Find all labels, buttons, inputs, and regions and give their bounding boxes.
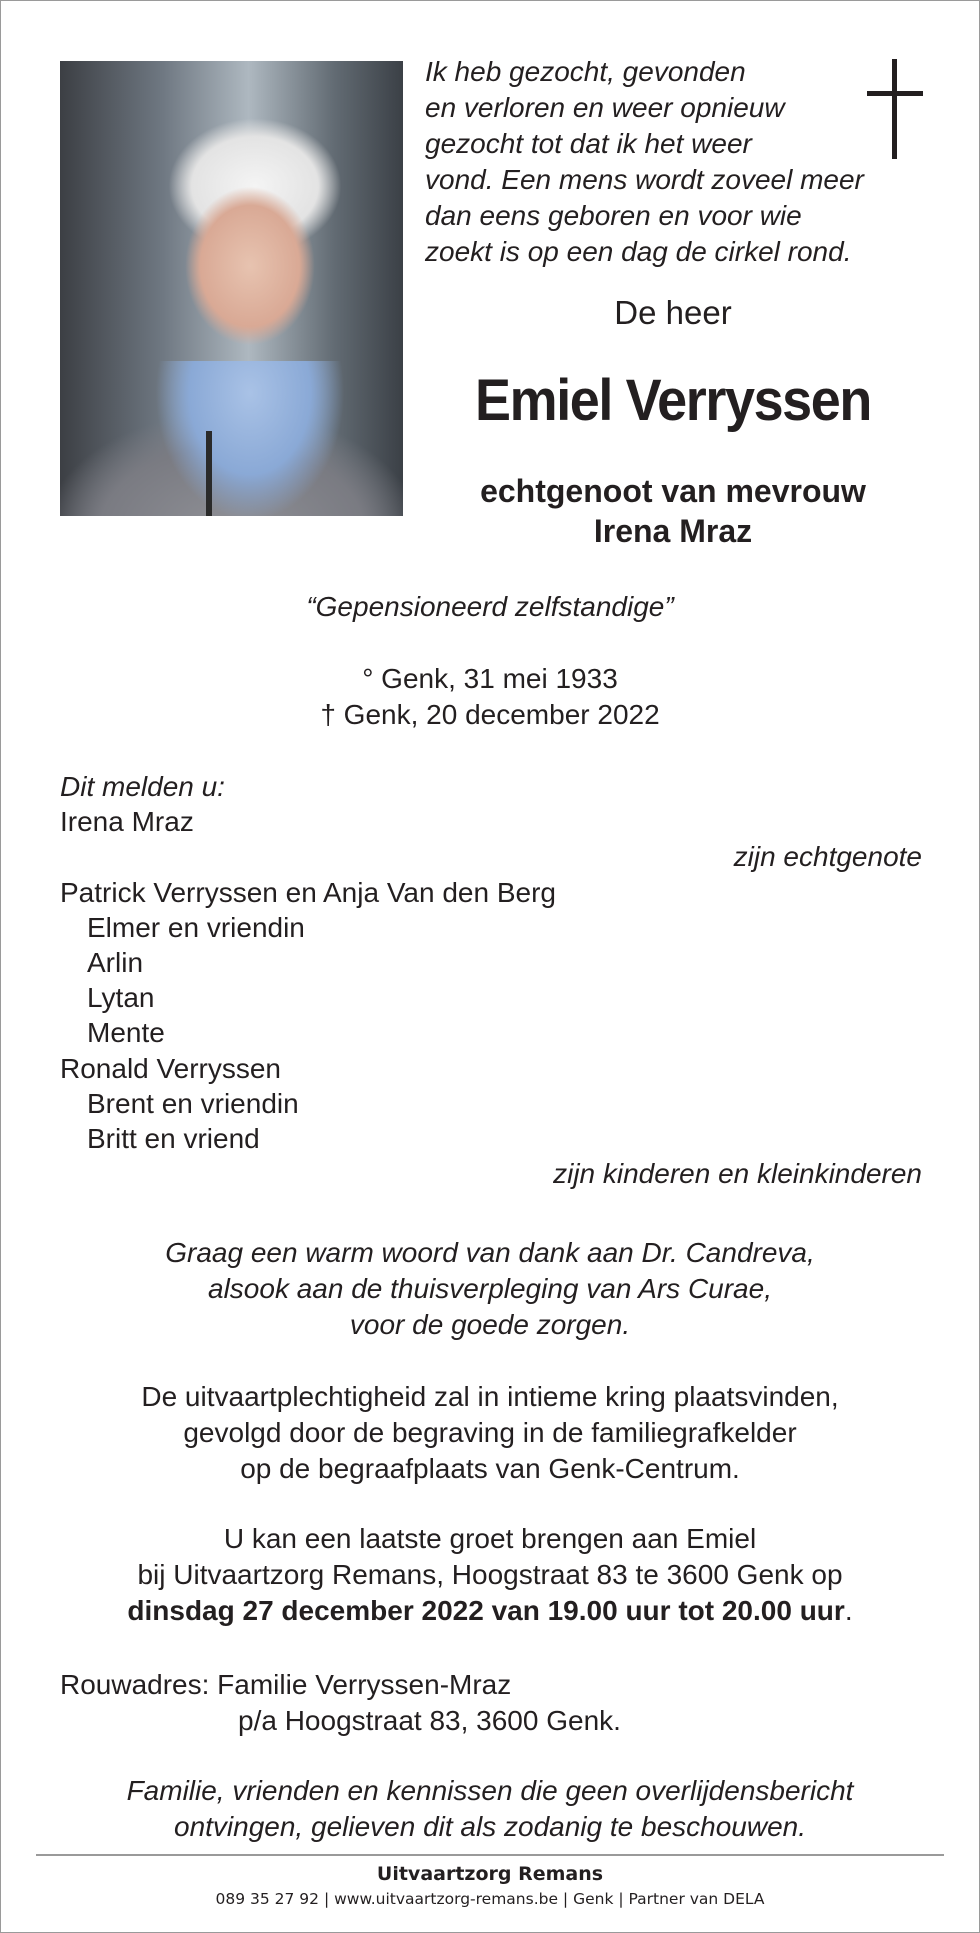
announcement-intro: Dit melden u: [60, 771, 225, 802]
spouse-line: echtgenoot van mevrouw [480, 473, 866, 509]
family-member: Lytan [87, 982, 155, 1014]
funeral-line: gevolgd door de begraving in de familiegrafkelder [183, 1417, 797, 1448]
life-dates [1, 661, 979, 733]
occupation: “Gepensioneerd zelfstandige” [306, 591, 674, 622]
announcement [60, 769, 922, 1191]
portrait-photo [60, 61, 403, 516]
visitation-info [1, 1521, 979, 1629]
photo-shirt-collar [155, 361, 345, 516]
spouse-name: Irena Mraz [593, 513, 753, 549]
poem-line: zoekt is op een dag de cirkel rond. [425, 236, 852, 267]
photo-zipper [206, 431, 212, 516]
address-line: Rouwadres: Familie Verryssen-Mraz [60, 1669, 512, 1700]
funeral-line: op de begraafplaats van Genk-Centrum. [240, 1453, 740, 1484]
spouse-survivor: Irena Mraz [60, 806, 194, 838]
visit-datetime [1, 1593, 979, 1629]
visit-datetime-bold: dinsdag 27 december 2022 van 19.00 uur tot 20.00 uur [127, 1595, 845, 1626]
family-member: Britt en vriend [87, 1122, 260, 1154]
visit-period: . [844, 1595, 853, 1626]
funeral-line: De uitvaartplechtigheid zal in intieme kring plaatsvinden, [141, 1381, 839, 1412]
funeral-info [1, 1379, 979, 1487]
address-line: p/a Hoogstraat 83, 3600 Genk. [238, 1705, 621, 1736]
cross-icon [867, 59, 923, 159]
family-member: Elmer en vriendin [87, 911, 305, 943]
family-member: Patrick Verryssen en Anja Van den Berg [60, 876, 556, 908]
visit-line: U kan een laatste groet brengen aan Emiel [223, 1523, 757, 1554]
funeral-home-name: Uitvaartzorg Remans [376, 1863, 604, 1885]
family-role: zijn kinderen en kleinkinderen [553, 1158, 922, 1190]
poem-line: vond. Een mens wordt zoveel meer [425, 164, 864, 195]
spouse-role: zijn echtgenote [733, 841, 922, 873]
thanks-line: alsook aan de thuisverpleging van Ars Curae, [208, 1273, 772, 1304]
poem-line: dan eens geboren en voor wie [425, 200, 802, 231]
spouse-info [425, 471, 921, 551]
deceased-name: Emiel Verryssen [475, 368, 871, 433]
visit-line: bij Uitvaartzorg Remans, Hoogstraat 83 te 3600 Genk op [137, 1559, 843, 1590]
salutation: De heer [614, 294, 732, 331]
family-member: Ronald Verryssen [60, 1052, 282, 1084]
notice-message [1, 1773, 979, 1845]
family-member: Brent en vriendin [87, 1087, 299, 1119]
mourning-address [60, 1667, 960, 1739]
funeral-home-contact: 089 35 27 92 | www.uitvaartzorg-remans.be | Genk | Partner van DELA [215, 1890, 765, 1908]
poem-line: Ik heb gezocht, gevonden [425, 56, 746, 87]
family-member: Mente [87, 1017, 165, 1049]
notice-line: Familie, vrienden en kennissen die geen overlijdensbericht [126, 1775, 854, 1806]
thanks-line: Graag een warm woord van dank aan Dr. Candreva, [165, 1237, 815, 1268]
death-date: † Genk, 20 december 2022 [320, 699, 660, 730]
poem-line: gezocht tot dat ik het weer [425, 128, 752, 159]
notice-line: ontvingen, gelieven dit als zodanig te beschouwen. [174, 1811, 806, 1842]
footer-divider [36, 1854, 944, 1856]
thanks-line: voor de goede zorgen. [349, 1309, 631, 1340]
family-member: Arlin [87, 946, 144, 978]
poem-line: en verloren en weer opnieuw [425, 92, 785, 123]
thanks-message [1, 1235, 979, 1343]
birth-date: ° Genk, 31 mei 1933 [362, 663, 618, 694]
